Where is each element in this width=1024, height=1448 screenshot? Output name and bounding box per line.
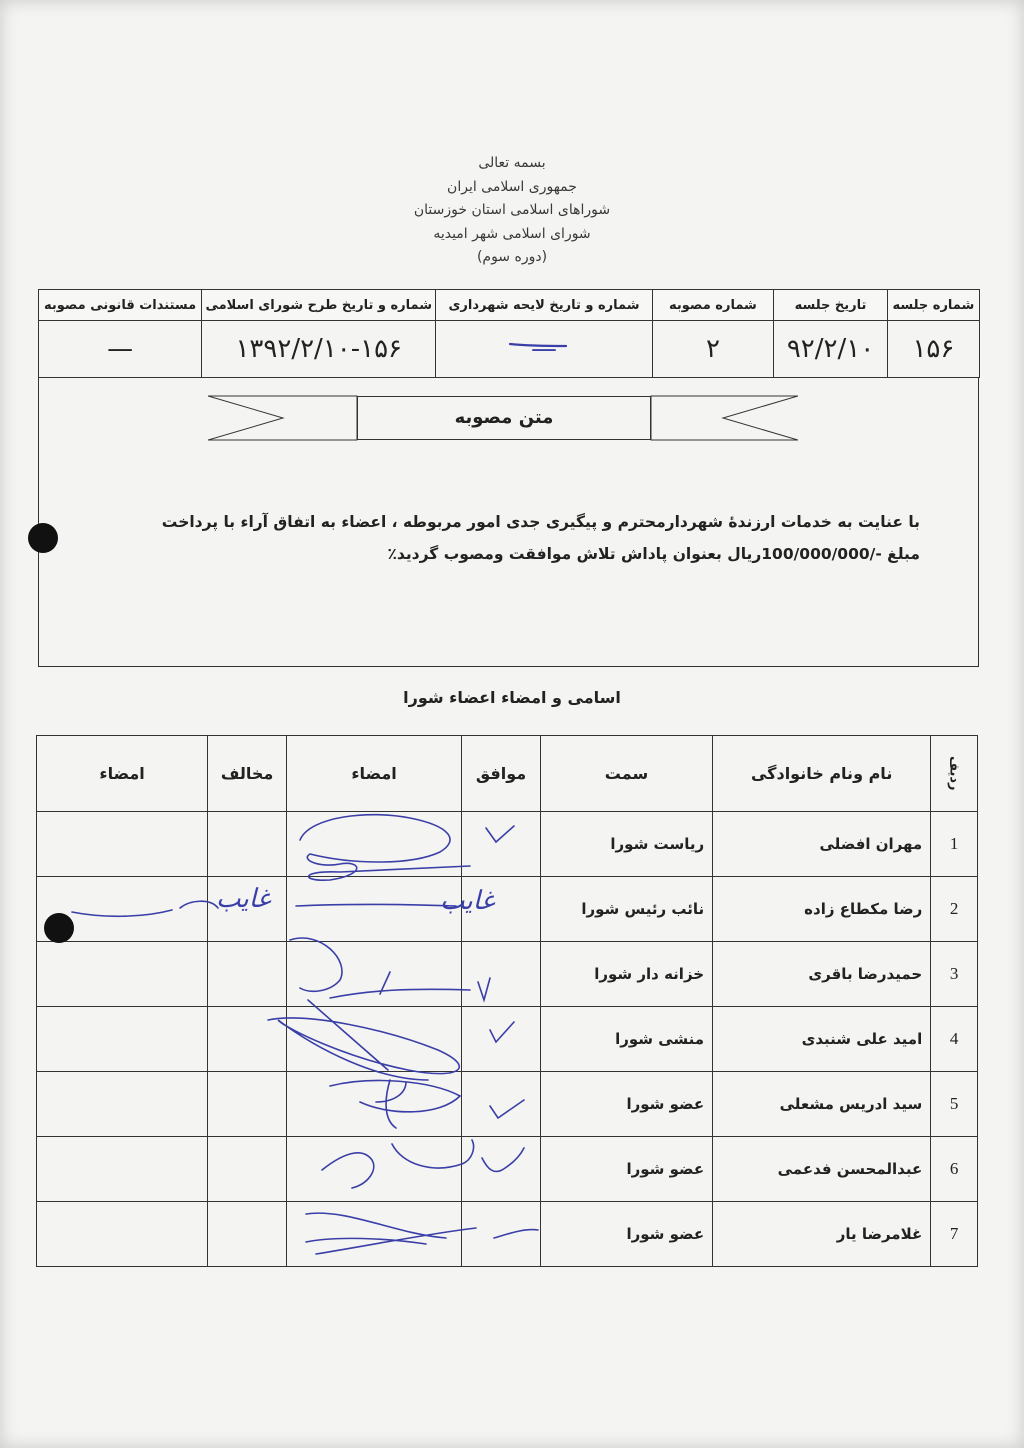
header-legal-docs: مستندات قانونی مصوبه xyxy=(39,290,202,321)
signature-cell xyxy=(287,877,462,942)
table-row xyxy=(37,942,978,1007)
member-name: حمیدرضا باقری xyxy=(713,942,931,1007)
agree-cell xyxy=(462,1007,541,1072)
signature-cell xyxy=(37,942,208,1007)
member-name: رضا مکطاع زاده xyxy=(713,877,931,942)
header-oppose: مخالف xyxy=(208,736,287,812)
header-country: جمهوری اسلامی ایران xyxy=(447,178,577,195)
row-number: 3 xyxy=(931,942,978,1007)
signature-cell xyxy=(287,1202,462,1267)
header-session-date: تاریخ جلسه xyxy=(774,290,888,321)
header-resolution-no: شماره مصوبه xyxy=(652,290,774,321)
table-row xyxy=(37,812,978,877)
member-name: غلامرضا یار xyxy=(713,1202,931,1267)
signature-cell xyxy=(37,1202,208,1267)
table-row xyxy=(37,1072,978,1137)
signature-cell xyxy=(287,1137,462,1202)
header-name: نام ونام خانوادگی xyxy=(713,736,931,812)
punch-hole xyxy=(28,523,58,553)
member-role: عضو شورا xyxy=(540,1072,712,1137)
signature-cell xyxy=(37,812,208,877)
oppose-cell xyxy=(208,1202,287,1267)
absent-mark-agree: غایب xyxy=(440,886,495,916)
member-name: سید ادریس مشعلی xyxy=(713,1072,931,1137)
agree-cell xyxy=(462,942,541,1007)
signature-cell xyxy=(287,1072,462,1137)
value-legal-docs: — xyxy=(39,321,202,378)
row-number: 5 xyxy=(931,1072,978,1137)
letterhead xyxy=(312,152,712,270)
resolution-text-line-1: با عنایت به خدمات ارزندهٔ شهردارمحترم و پیگیری جدی امور مربوطه ، اعضاء به اتفاق آراء با پرداخت xyxy=(161,513,920,531)
signature-cell xyxy=(287,942,462,1007)
members-title: اسامی و امضاء اعضاء شورا xyxy=(403,688,621,707)
header-city-council: شورای اسلامی شهر امیدیه xyxy=(433,225,591,242)
header-councils: شوراهای اسلامی استان خوزستان xyxy=(413,202,611,218)
signature-cell xyxy=(287,1007,462,1072)
row-number: 6 xyxy=(931,1137,978,1202)
value-plan: ۱۳۹۲/۲/۱۰-۱۵۶ xyxy=(202,321,436,378)
member-role: عضو شورا xyxy=(540,1202,712,1267)
table-row xyxy=(37,1202,978,1267)
resolution-text-line-2: مبلغ -/100/000/000ریال بعنوان پاداش تلاش موافقت ومصوب گردید٪ xyxy=(387,545,920,563)
header-sign-1: امضاء xyxy=(287,736,462,812)
header-role: سمت xyxy=(540,736,712,812)
header-session-no: شماره جلسه xyxy=(887,290,979,321)
row-number: 4 xyxy=(931,1007,978,1072)
value-session-no: ۱۵۶ xyxy=(887,321,979,378)
member-role: ریاست شورا xyxy=(540,812,712,877)
value-bill: — xyxy=(436,321,652,378)
value-resolution-no: ۲ xyxy=(652,321,774,378)
agree-cell xyxy=(462,812,541,877)
oppose-cell xyxy=(208,1072,287,1137)
member-role: منشی شورا xyxy=(540,1007,712,1072)
oppose-cell xyxy=(208,1007,287,1072)
agree-cell xyxy=(462,1072,541,1137)
members-table xyxy=(36,735,978,1267)
header-plan: شماره و تاریخ طرح شورای اسلامی xyxy=(202,290,436,321)
member-name: امید علی شنبدی xyxy=(713,1007,931,1072)
row-number: 7 xyxy=(931,1202,978,1267)
table-row xyxy=(37,1007,978,1072)
table-row xyxy=(37,1137,978,1202)
signature-cell xyxy=(37,1072,208,1137)
header-row-no: ردیف xyxy=(931,736,978,812)
agree-cell xyxy=(462,1137,541,1202)
row-number: 2 xyxy=(931,877,978,942)
member-name: عبدالمحسن فدعمی xyxy=(713,1137,931,1202)
resolution-meta-table xyxy=(38,289,980,378)
punch-hole xyxy=(44,913,74,943)
oppose-cell xyxy=(208,942,287,1007)
oppose-cell xyxy=(208,812,287,877)
absent-mark-oppose: غایب xyxy=(216,884,271,914)
member-role: خزانه دار شورا xyxy=(540,942,712,1007)
resolution-body xyxy=(120,506,920,570)
resolution-title: متن مصوبه xyxy=(357,396,651,440)
header-agree: موافق xyxy=(462,736,541,812)
signature-cell xyxy=(287,812,462,877)
header-basmala: بسمه تعالی xyxy=(478,155,546,171)
member-role: نائب رئیس شورا xyxy=(540,877,712,942)
header-sign-2: امضاء xyxy=(37,736,208,812)
signature-cell xyxy=(37,1137,208,1202)
row-number: 1 xyxy=(931,812,978,877)
member-name: مهران افضلی xyxy=(713,812,931,877)
header-term: (دوره سوم) xyxy=(476,249,548,265)
header-bill: شماره و تاریخ لایحه شهرداری xyxy=(436,290,652,321)
table-row xyxy=(37,877,978,942)
agree-cell xyxy=(462,1202,541,1267)
value-session-date: ۹۲/۲/۱۰ xyxy=(774,321,888,378)
oppose-cell xyxy=(208,1137,287,1202)
signature-cell xyxy=(37,1007,208,1072)
member-role: عضو شورا xyxy=(540,1137,712,1202)
